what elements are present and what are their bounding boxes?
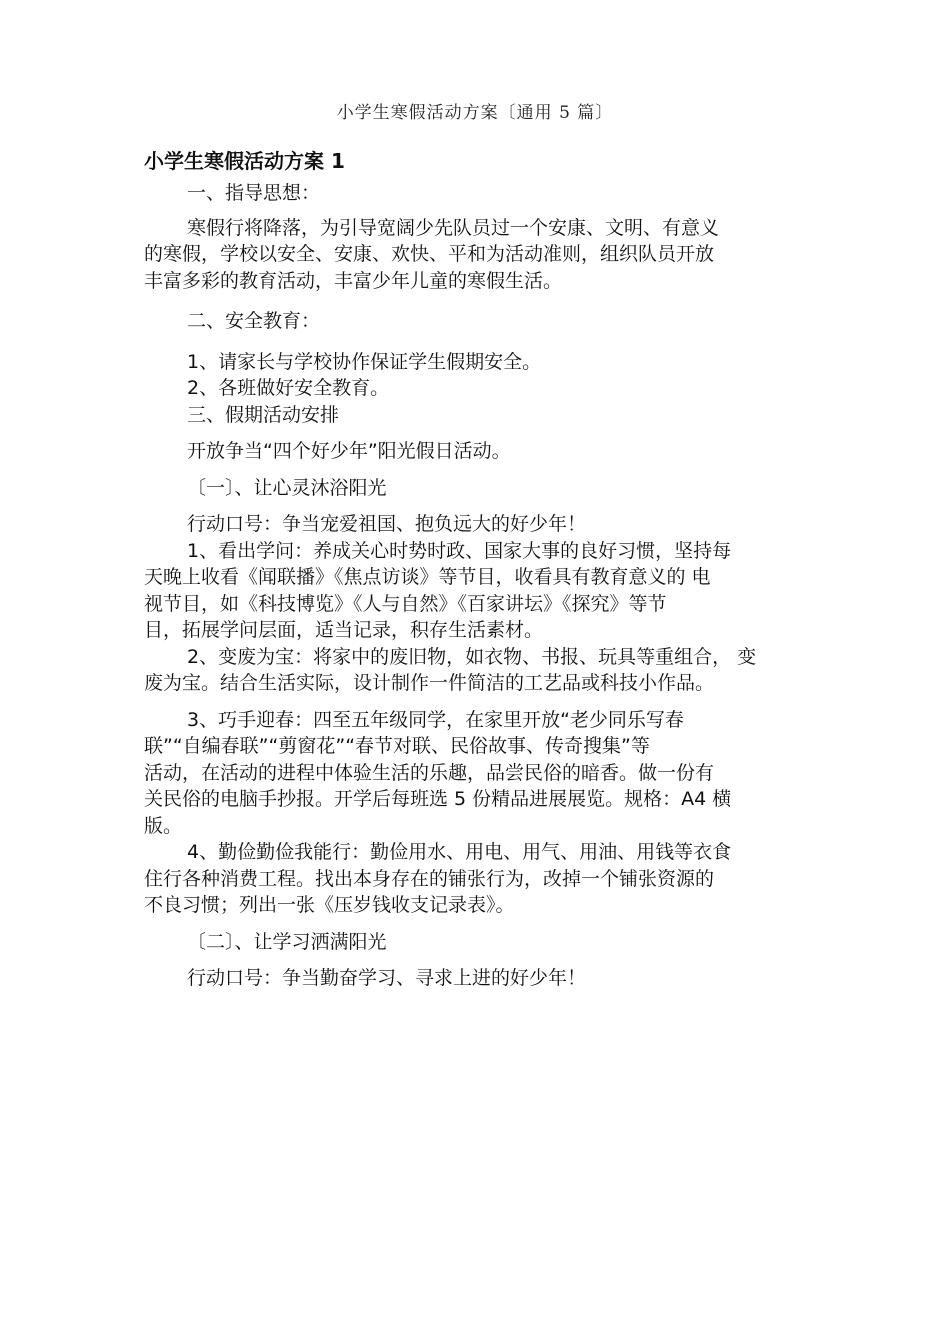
paragraph-line: 1、看出学问：养成关心时势时政、国家大事的良好习惯，坚持每 [187,539,732,562]
activities-heading: 三、假期活动安排 [187,403,340,426]
activity-item-3 [144,707,834,840]
paragraph-line: 联”“自编春联”“剪窗花”“春节对联、民俗故事、传奇搜集”等 [144,735,650,757]
paragraph-line: 2、变废为宝：将家中的废旧物，如衣物、书报、玩具等重组合， 变 [187,645,757,668]
paragraph-line: 活动，在活动的进程中体验生活的乐趣，品尝民俗的暗香。做一份有 [144,761,715,784]
safety-heading: 二、安全教育： [187,310,321,332]
paragraph-line: 住行各种消费工程。找出本身存在的铺张行为，改掉一个铺张资源的 [144,867,715,890]
guiding-heading: 一、指导思想： [187,182,321,204]
paragraph-line: 丰富多彩的教育活动，丰富少年儿童的寒假生活。 [144,269,563,292]
activity-item-1 [144,538,834,644]
guiding-paragraph [144,215,834,295]
paragraph-line: 目，拓展学问层面，适当记录，积存生活素材。 [144,619,544,641]
activity-item-2 [144,644,834,697]
part1-slogan: 行动口号：争当宠爱祖国、抱负远大的好少年！ [187,513,587,535]
safety-item-2: 2、各班做好安全教育。 [187,377,390,399]
section-title: 小学生寒假活动方案 1 [144,149,345,173]
paragraph-line: 版。 [144,814,183,837]
paragraph-line: 关民俗的电脑手抄报。开学后每班选 5 份精品进展展览。规格：A4 横 [144,788,732,810]
document-body [144,180,834,992]
paragraph-line: 4、勤俭勤俭我能行：勤俭用水、用电、用气、用油、用钱等衣食 [187,841,732,863]
paragraph-line: 视节目，如《科技博览》《人与自然》《百家讲坛》《探究》等节 [144,592,667,615]
paragraph-line: 不良习惯；列出一张《压岁钱收支记录表》。 [144,894,515,916]
paragraph-line: 寒假行将降落，为引导宽阔少先队员过一个安康、文明、有意义 [187,216,720,239]
paragraph-line: 3、巧手迎春：四至五年级同学，在家里开放“老少同乐写春 [187,708,684,731]
paragraph-line: 废为宝。结合生活实际，设计制作一件简洁的工艺品或科技小作品。 [144,672,715,694]
document-header-title: 小学生寒假活动方案〔通用 5 篇〕 [336,103,614,123]
part1-heading: 〔一〕、让心灵沐浴阳光 [187,476,387,499]
part2-slogan: 行动口号：争当勤奋学习、寻求上进的好少年！ [187,967,587,989]
part2-heading: 〔二〕、让学习洒满阳光 [187,930,387,953]
paragraph-line: 的寒假，学校以安全、安康、欢快、平和为活动准则，组织队员开放 [144,243,715,265]
activities-intro: 开放争当“四个好少年”阳光假日活动。 [187,440,511,462]
activity-item-4 [144,839,834,919]
paragraph-line: 天晚上收看《闻联播》《焦点访谈》等节目，收看具有教育意义的 电 [144,566,711,588]
safety-item-1: 1、请家长与学校协作保证学生假期安全。 [187,350,542,373]
